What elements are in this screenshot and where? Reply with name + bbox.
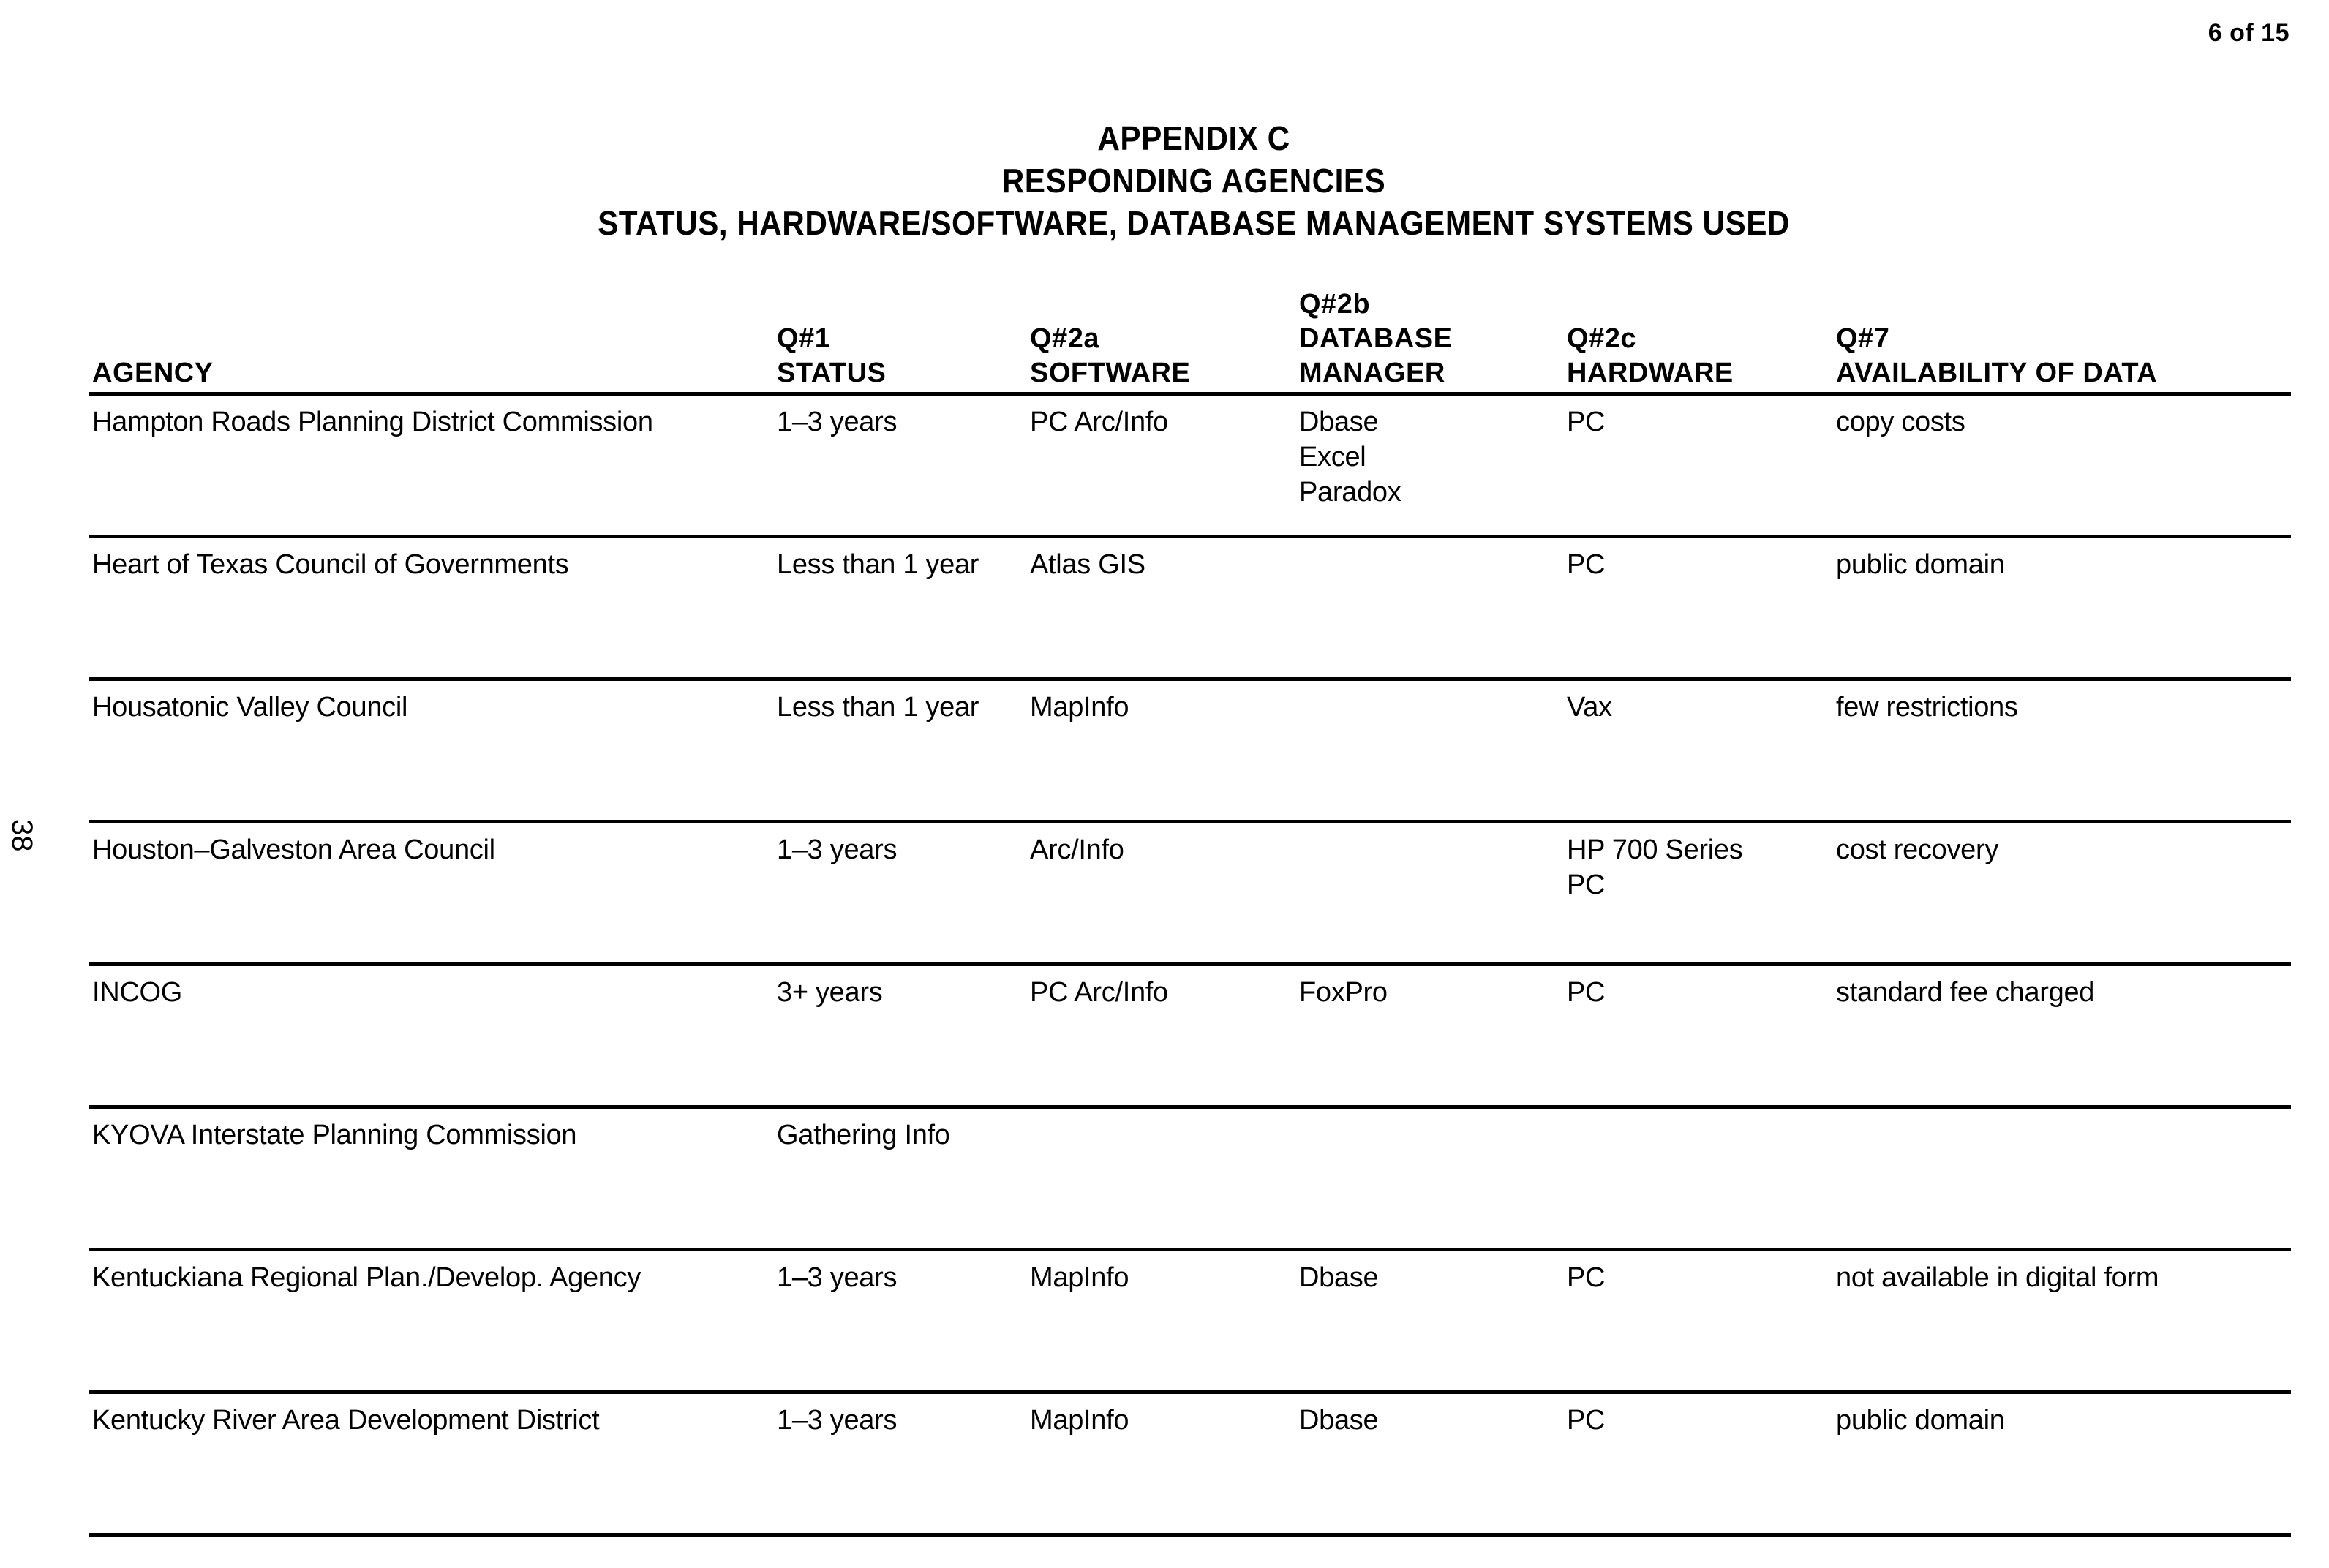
availability-cell: standard fee charged	[1836, 977, 2095, 1008]
agency-cell: KYOVA Interstate Planning Commission	[92, 1120, 577, 1150]
hardware-cell	[1567, 1403, 1605, 1438]
column-header-line: AVAILABILITY OF DATA	[1836, 358, 2158, 388]
column-header-line: DATABASE	[1299, 323, 1453, 354]
database-manager-cell	[1299, 404, 1401, 510]
hardware-cell	[1567, 404, 1605, 440]
column-header-line: SOFTWARE	[1030, 358, 1191, 388]
hardware-cell-line: PC	[1567, 549, 1606, 580]
agency-cell: INCOG	[92, 977, 183, 1008]
table-row	[89, 681, 2291, 823]
column-header-line: Q#1	[777, 323, 831, 354]
software-cell: PC Arc/Info	[1030, 407, 1168, 437]
agency-cell: Kentucky River Area Development District	[92, 1405, 600, 1436]
database-manager-cell	[1299, 1403, 1378, 1438]
hardware-cell-line: PC	[1567, 1405, 1606, 1436]
column-header-line: Q#2a	[1030, 323, 1099, 354]
database-manager-cell-line: Dbase	[1299, 1405, 1379, 1436]
section-title: RESPONDING AGENCIES	[1001, 162, 1386, 200]
appendix-title: APPENDIX C	[1097, 119, 1290, 157]
agencies-table	[89, 278, 2291, 1537]
status-cell: Gathering Info	[777, 1120, 950, 1150]
status-cell: 1–3 years	[777, 1262, 898, 1293]
availability-cell: copy costs	[1836, 407, 1965, 437]
availability-cell: cost recovery	[1836, 834, 1999, 865]
status-cell: Less than 1 year	[777, 692, 979, 723]
agency-cell: Housatonic Valley Council	[92, 692, 408, 723]
status-cell: 1–3 years	[777, 834, 898, 865]
availability-cell: public domain	[1836, 1405, 2005, 1436]
database-manager-cell	[1299, 1260, 1378, 1295]
table-row	[89, 396, 2291, 538]
database-manager-cell-line: Excel	[1299, 442, 1366, 472]
software-cell: MapInfo	[1030, 1262, 1129, 1293]
hardware-cell	[1567, 1260, 1605, 1295]
table-row	[89, 1394, 2291, 1537]
availability-cell: public domain	[1836, 549, 2005, 580]
column-header-status	[777, 322, 886, 391]
software-cell: PC Arc/Info	[1030, 977, 1168, 1008]
table-row	[89, 1251, 2291, 1394]
hardware-cell	[1567, 547, 1605, 582]
hardware-cell	[1567, 975, 1605, 1010]
database-manager-cell-line: Paradox	[1299, 477, 1401, 508]
software-cell: MapInfo	[1030, 692, 1129, 723]
page-number: 6 of 15	[2208, 19, 2290, 47]
status-cell: Less than 1 year	[777, 549, 979, 580]
availability-cell: not available in digital form	[1836, 1262, 2159, 1293]
hardware-cell-line: PC	[1567, 407, 1606, 437]
hardware-cell-line: HP 700 Series	[1567, 834, 1743, 865]
software-cell: Atlas GIS	[1030, 549, 1145, 580]
column-header-hardware	[1567, 322, 1734, 391]
status-cell: 3+ years	[777, 977, 883, 1008]
agency-cell: Hampton Roads Planning District Commission	[92, 407, 653, 437]
table-header	[89, 278, 2291, 396]
column-header-line: Q#7	[1836, 323, 1890, 354]
hardware-cell-line: Vax	[1567, 692, 1612, 723]
side-page-number: 38	[6, 819, 38, 852]
hardware-cell-line: PC	[1567, 870, 1606, 900]
software-cell: MapInfo	[1030, 1405, 1129, 1436]
database-manager-cell-line: Dbase	[1299, 407, 1379, 437]
agency-cell: Kentuckiana Regional Plan./Develop. Agency	[92, 1262, 641, 1293]
status-cell: 1–3 years	[777, 407, 898, 437]
column-header-database-manager	[1299, 287, 1452, 391]
availability-cell: few restrictions	[1836, 692, 2018, 723]
hardware-cell-line: PC	[1567, 977, 1606, 1008]
status-cell: 1–3 years	[777, 1405, 898, 1436]
table-row	[89, 966, 2291, 1109]
software-cell: Arc/Info	[1030, 834, 1124, 865]
column-header-line: MANAGER	[1299, 358, 1445, 388]
database-manager-cell-line: Dbase	[1299, 1262, 1379, 1293]
column-header-line: STATUS	[777, 358, 887, 388]
table-row	[89, 538, 2291, 681]
hardware-cell-line: PC	[1567, 1262, 1606, 1293]
column-header-line: HARDWARE	[1567, 358, 1734, 388]
agency-cell: Heart of Texas Council of Governments	[92, 549, 569, 580]
column-header-software	[1030, 322, 1190, 391]
hardware-cell	[1567, 690, 1612, 725]
hardware-cell	[1567, 832, 1742, 902]
column-header-line: Q#2b	[1299, 289, 1371, 320]
table-row	[89, 1109, 2291, 1251]
agency-cell: Houston–Galveston Area Council	[92, 834, 495, 865]
database-manager-cell	[1299, 975, 1388, 1010]
column-header-availability	[1836, 322, 2157, 391]
column-header-line: Q#2c	[1567, 323, 1636, 354]
table-body	[89, 396, 2291, 1537]
table-row	[89, 823, 2291, 966]
database-manager-cell-line: FoxPro	[1299, 977, 1388, 1008]
table-subtitle: STATUS, HARDWARE/SOFTWARE, DATABASE MANAGEMENT SYSTEMS USED	[598, 204, 1790, 242]
column-header-line: AGENCY	[92, 358, 214, 388]
document-title-block	[29, 117, 2329, 244]
column-header-agency	[92, 356, 214, 391]
